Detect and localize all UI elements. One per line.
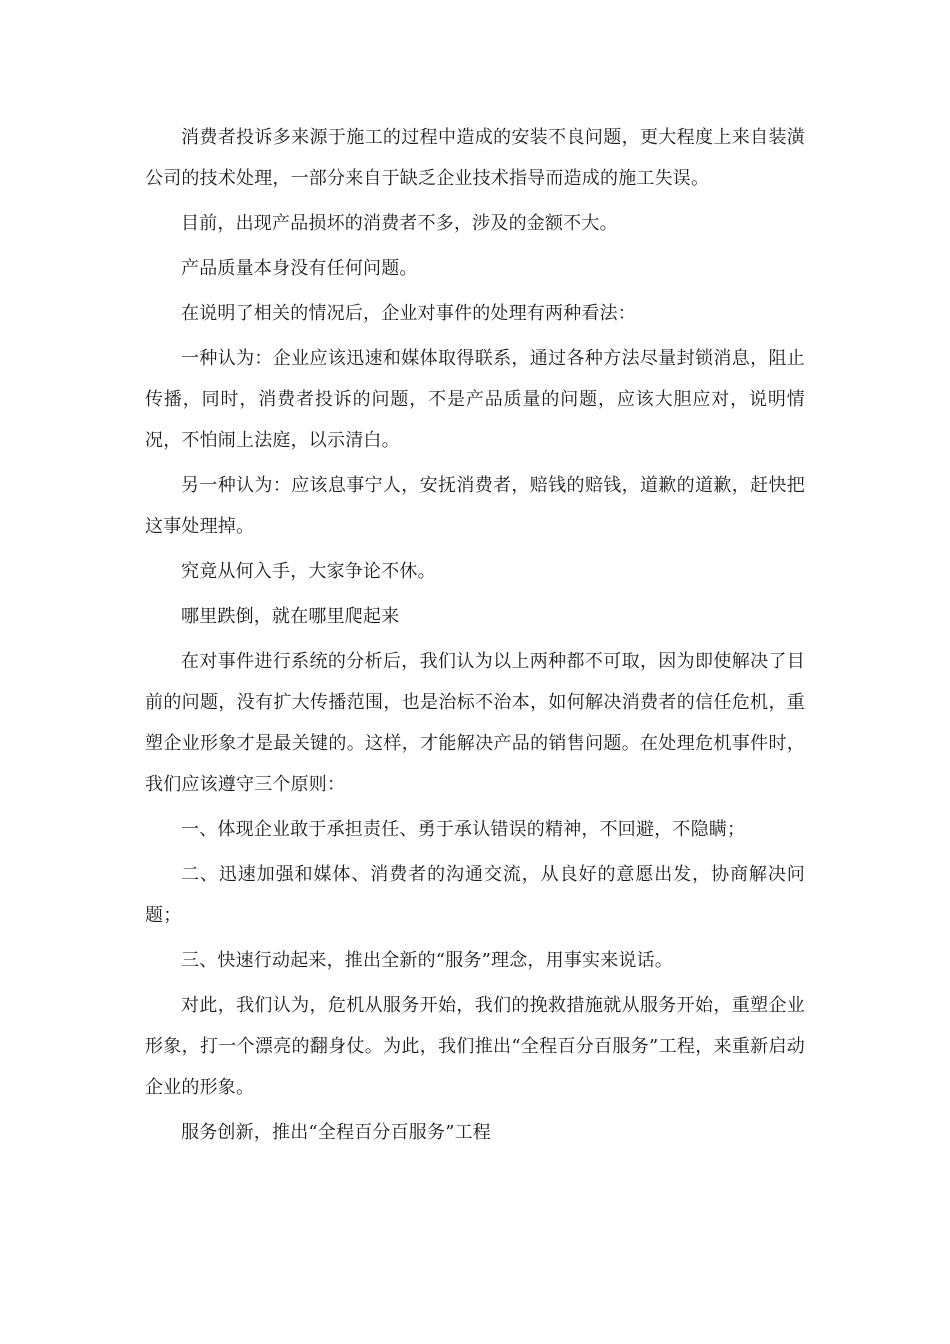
principle-three: 三、快速行动起来，推出全新的“服务”理念，用事实来说话。 — [181, 950, 674, 971]
document-page — [145, 117, 805, 1157]
principle-two: 二、迅速加强和媒体、消费者的沟通交流，从良好的意愿出发，协商解决问题； — [145, 864, 805, 926]
paragraph-analysis: 在对事件进行系统的分析后，我们认为以上两种都不可取，因为即使解决了目前的问题，没有扩大传播范围，也是治标不治本，如何解决消费者的信任危机，重塑企业形象才是最关键的。这样，才能解决产品的销售问题。在处理危机事件时，我们应该遵守三个原则： — [145, 651, 805, 795]
paragraph-two-views: 在说明了相关的情况后，企业对事件的处理有两种看法： — [181, 303, 636, 324]
principle-one: 一、体现企业敢于承担责任、勇于承认错误的精神，不回避，不隐瞒； — [181, 819, 746, 840]
paragraph-view-one: 一种认为：企业应该迅速和媒体取得联系，通过各种方法尽量封锁消息，阻止传播，同时，消费者投诉的问题，不是产品质量的问题，应该大胆应对，说明情况，不怕闹上法庭，以示清白。 — [145, 348, 805, 451]
section-heading-recover: 哪里跌倒，就在哪里爬起来 — [181, 606, 400, 627]
paragraph-product-quality: 产品质量本身没有任何问题。 — [181, 258, 418, 279]
paragraph-consumer-complaints: 消费者投诉多来源于施工的过程中造成的安装不良问题，更大程度上来自装潢公司的技术处理，一部分来自于缺乏企业技术指导而造成的施工失误。 — [145, 127, 805, 189]
paragraph-debate: 究竟从何入手，大家争论不休。 — [181, 561, 436, 582]
section-heading-service-innovation: 服务创新，推出“全程百分百服务”工程 — [181, 1122, 492, 1143]
paragraph-view-two: 另一种认为：应该息事宁人，安抚消费者，赔钱的赔钱，道歉的道歉，赶快把这事处理掉。 — [145, 475, 805, 537]
paragraph-current-situation: 目前，出现产品损坏的消费者不多，涉及的金额不大。 — [181, 213, 618, 234]
paragraph-service-start: 对此，我们认为，危机从服务开始，我们的挽救措施就从服务开始，重塑企业形象，打一个漂亮的翻身仗。为此，我们推出“全程百分百服务”工程，来重新启动企业的形象。 — [145, 995, 805, 1098]
